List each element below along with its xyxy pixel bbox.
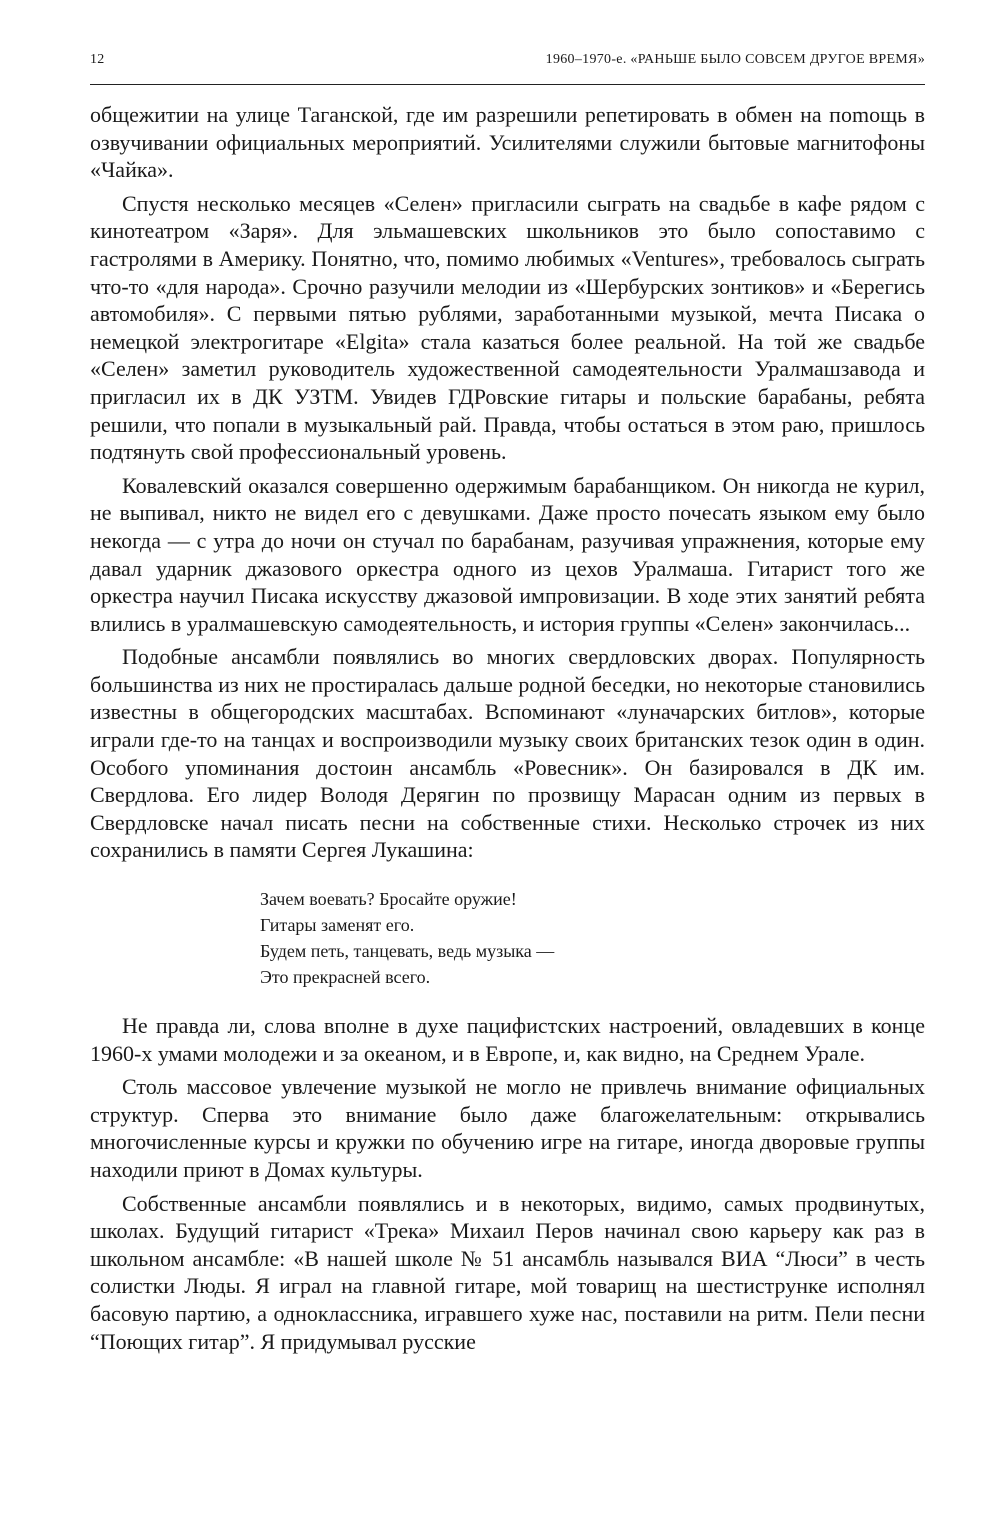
paragraph: Не правда ли, слова вполне в духе пацифистских настроений, овладевших в конце 1960-х умами молодежи и за океаном, и в Европе, и, как видно, на Среднем Урале. (90, 1013, 925, 1066)
verse-line: Это прекрасней всего. (260, 967, 431, 988)
verse-quote (260, 886, 925, 990)
verse-line: Будем петь, танцевать, ведь музыка — (260, 941, 555, 962)
running-head (90, 52, 925, 76)
book-page (90, 0, 925, 1523)
paragraph: Столь массовое увлечение музыкой не могло не привлечь внимание официальных структур. Сперва это внимание было даже благожелательным: открывались многочисленные курсы и кружки по обучению игре на гитаре, иногда дворовые группы находили приют в Домах культуры. (90, 1074, 925, 1182)
body-text (90, 101, 925, 1361)
page-number: 12 (90, 52, 105, 67)
paragraph: Спустя несколько месяцев «Селен» пригласили сыграть на свадьбе в кафе рядом с кинотеатром «Заря». Для эльмашевских школьников это было сопоставимо с гастролями в Америку. Понятно, что, помимо любимых «Ventures», требовалось сыграть что-то «для народа». Срочно разучили мелодии из «Шербурских зонтиков» и «Берегись автомобиля». С первыми пятью рублями, заработанными музыкой, мечта Писака о немецкой электрогитаре «Elgita» стала казаться более реальной. На той же свадьбе «Селен» заметил руководитель художественной самодеятельности Уралмашзавода и пригласил их в ДК УЗТМ. Увидев ГДРовские гитары и польские барабаны, ребята решили, что попали в музыкальный рай. Правда, чтобы остаться в этом раю, пришлось подтянуть свой профессиональный уровень. (90, 190, 925, 465)
paragraph: Ковалевский оказался совершенно одержимым барабанщиком. Он никогда не курил, не выпивал, никто не видел его с девушками. Даже просто почесать языком ему было некогда — с утра до ночи он стучал по барабанам, разучивая упражнения, которые ему давал ударник джазового оркестра одного из цехов Уралмаша. Гитарист того же оркестра научил Писака искусству джазовой импровизации. В ходе этих занятий ребята влились в уралмашевскую самодеятельность, и история группы «Селен» закончилась... (90, 472, 925, 636)
paragraph-continued: общежитии на улице Таганской, где им разрешили репетировать в обмен на поmощь в озвучивании официальных мероприятий. Усилителями служили бытовые магнитофоны «Чайка». (90, 102, 925, 183)
running-title: 1960–1970-е. «РАНЬШЕ БЫЛО СОВСЕМ ДРУГОЕ ВРЕМЯ» (545, 52, 925, 67)
header-rule (90, 84, 925, 85)
paragraph: Подобные ансамбли появлялись во многих свердловских дворах. Популярность большинства из них не простиралась дальше родной беседки, но некоторые становились известны в общегородских масштабах. Вспоминают «луначарских битлов», которые играли где-то на танцах и воспроизводили музыку своих британских тезок один в один. Особого упоминания достоин ансамбль «Ровесник». Он базировался в ДК им. Свердлова. Его лидер Володя Дерягин по прозвищу Марасан одним из первых в Свердловске начал писать песни на собственные стихи. Несколько строчек из них сохранились в памяти Сергея Лукашина: (90, 644, 925, 863)
paragraph: Собственные ансамбли появлялись и в некоторых, видимо, самых продвинутых, школах. Будущий гитарист «Трека» Михаил Перов начинал свою карьеру как раз в школьном ансамбле: «В нашей школе № 51 ансамбль назывался ВИА “Люси” в честь солистки Люды. Я играл на главной гитаре, мой товарищ на шестиструнке исполнял басовую партию, а одноклассника, игравшего хуже нас, поставили на ритм. Пели песни “Поющих гитар”. Я придумывал русские (90, 1190, 925, 1354)
verse-line: Зачем воевать? Бросайте оружие! (260, 889, 517, 910)
verse-line: Гитары заменят его. (260, 915, 415, 936)
